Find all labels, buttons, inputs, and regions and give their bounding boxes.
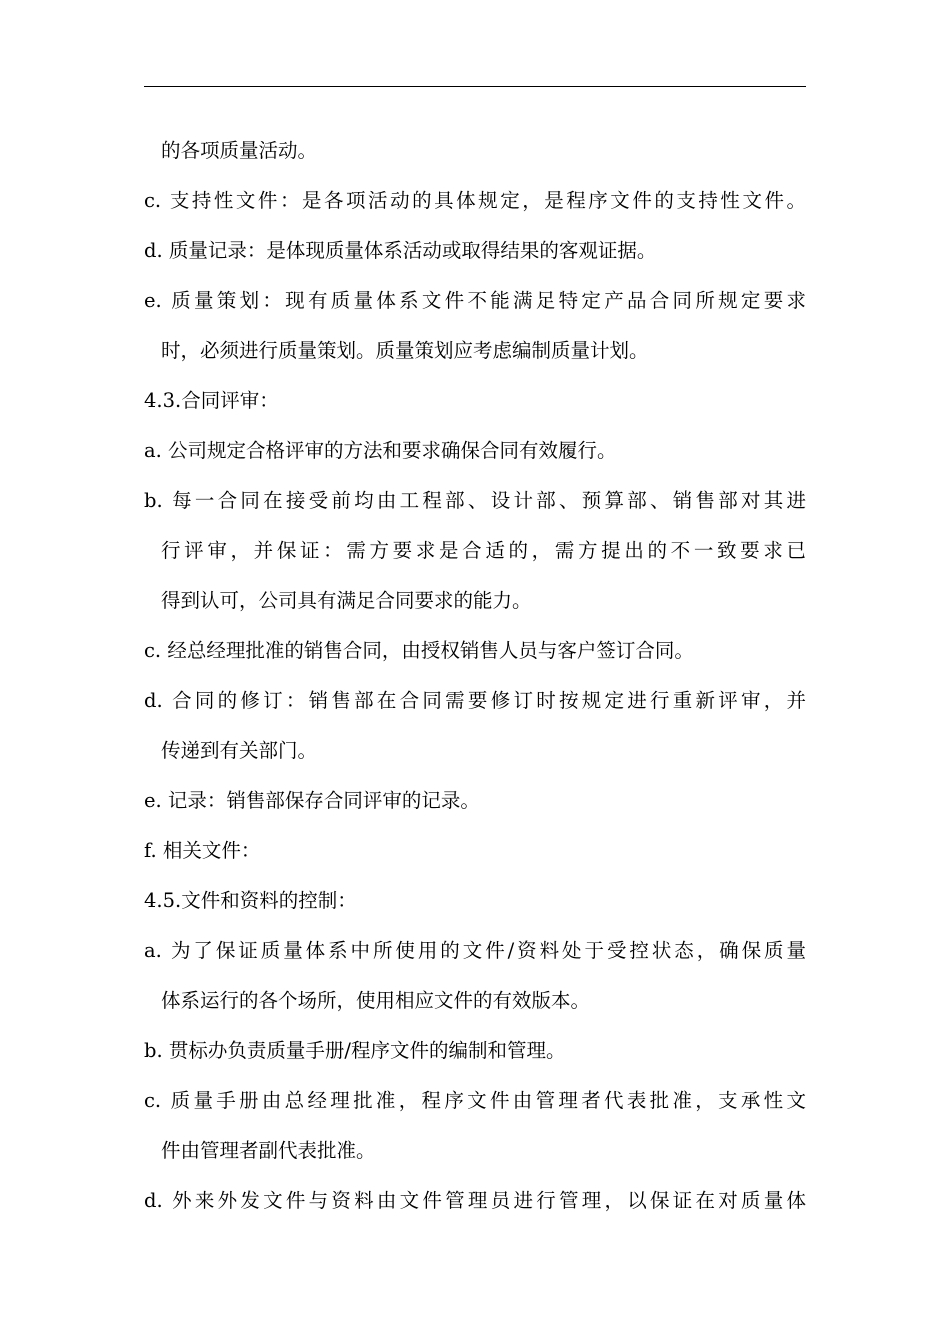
list-item-continuation: 体系运行的各个场所，使用相应文件的有效版本。 <box>161 989 591 1012</box>
list-item-continuation: 时，必须进行质量策划。质量策划应考虑编制质量计划。 <box>161 339 649 362</box>
list-item-a-document-control: a. 为了保证质量体系中所使用的文件/资料处于受控状态，确保质量 <box>144 939 806 962</box>
list-item-d-contract-revision: d. 合同的修订：销售部在合同需要修订时按规定进行重新评审，并 <box>144 689 806 712</box>
section-heading-4-5: 4.5.文件和资料的控制： <box>144 889 357 912</box>
list-item-a-contract-review: a. 公司规定合格评审的方法和要求确保合同有效履行。 <box>144 439 617 462</box>
list-item-f-related-documents: f. 相关文件： <box>144 839 261 862</box>
list-item-c-approval: c. 质量手册由总经理批准，程序文件由管理者代表批准，支承性文 <box>144 1089 806 1112</box>
list-item-b-manual-management: b. 贯标办负责质量手册/程序文件的编制和管理。 <box>144 1039 566 1062</box>
list-item-continuation: 得到认可，公司具有满足合同要求的能力。 <box>161 589 532 612</box>
list-item-d-external-documents: d. 外来外发文件与资料由文件管理员进行管理，以保证在对质量体 <box>144 1189 806 1212</box>
list-item-continuation: 行评审，并保证：需方要求是合适的，需方提出的不一致要求已 <box>161 539 806 562</box>
header-rule <box>144 86 806 87</box>
list-item-c-supporting-documents: c. 支持性文件：是各项活动的具体规定，是程序文件的支持性文件。 <box>144 189 806 212</box>
list-item-c-sales-contract: c. 经总经理批准的销售合同，由授权销售人员与客户签订合同。 <box>144 639 694 662</box>
list-item-e-quality-planning: e. 质量策划：现有质量体系文件不能满足特定产品合同所规定要求 <box>144 289 806 312</box>
list-item-continuation: 件由管理者副代表批准。 <box>161 1139 376 1162</box>
list-item-b-contract-review: b. 每一合同在接受前均由工程部、设计部、预算部、销售部对其进 <box>144 489 806 512</box>
list-item-e-records: e. 记录：销售部保存合同评审的记录。 <box>144 789 480 812</box>
section-heading-4-3: 4.3.合同评审： <box>144 389 279 412</box>
list-item-continuation: 传递到有关部门。 <box>161 739 318 762</box>
paragraph-line: 的各项质量活动。 <box>161 139 318 162</box>
list-item-d-quality-records: d. 质量记录：是体现质量体系活动或取得结果的客观证据。 <box>144 239 657 262</box>
